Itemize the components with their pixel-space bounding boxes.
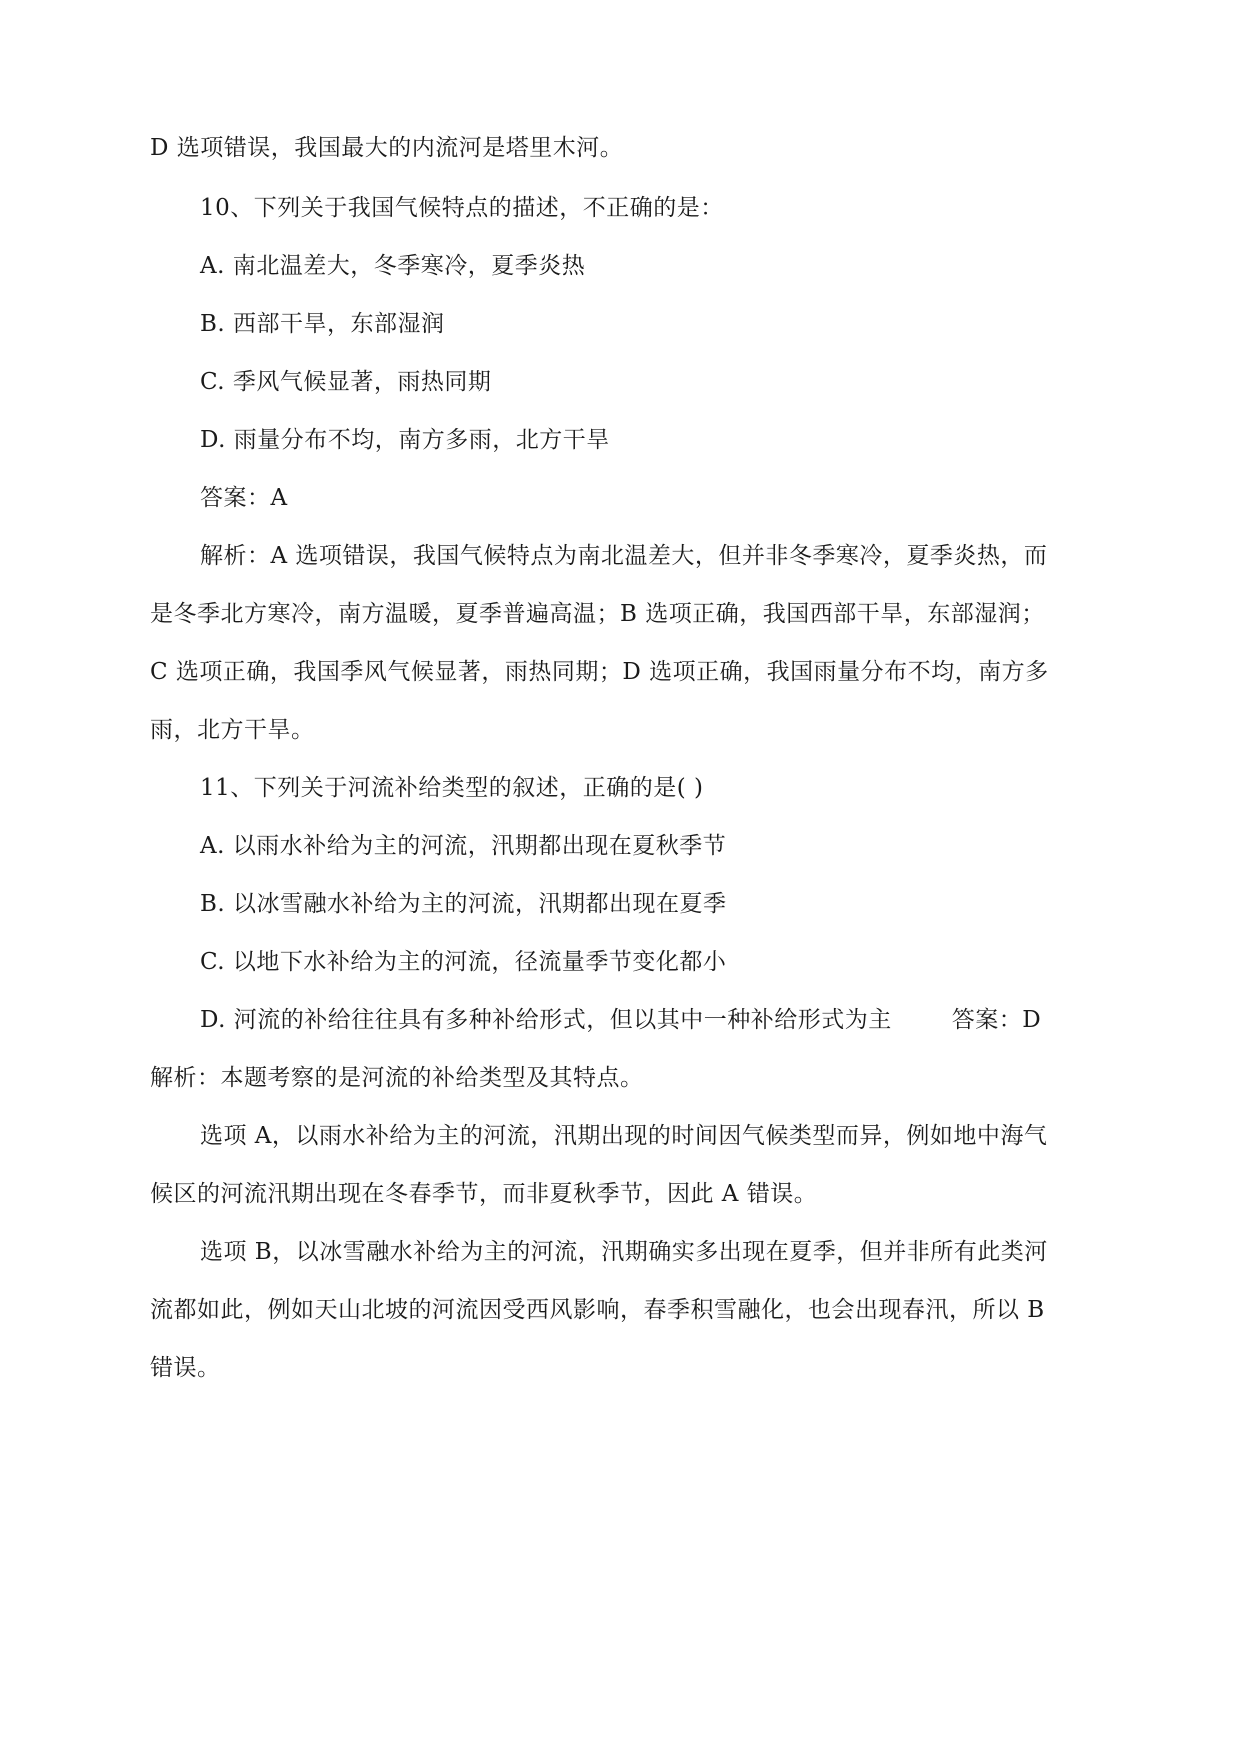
explanation-line: 错误。 xyxy=(150,1355,221,1381)
option-d: D. 雨量分布不均，南方多雨，北方干旱 xyxy=(200,427,610,453)
answer: 答案：A xyxy=(200,485,288,511)
option-c: C. 季风气候显著，雨热同期 xyxy=(200,369,492,395)
explanation-line: 选项 B，以冰雪融水补给为主的河流，汛期确实多出现在夏季，但并非所有此类河 xyxy=(200,1239,1048,1265)
explanation-line: 解析：A 选项错误，我国气候特点为南北温差大，但并非冬季寒冷，夏季炎热，而 xyxy=(200,543,1048,569)
question-11: 11、下列关于河流补给类型的叙述，正确的是( ) xyxy=(200,775,704,801)
option-a: A. 南北温差大，冬季寒冷，夏季炎热 xyxy=(200,253,586,279)
question-10: 10、下列关于我国气候特点的描述，不正确的是： xyxy=(200,195,724,221)
option-c: C. 以地下水补给为主的河流，径流量季节变化都小 xyxy=(200,949,727,975)
explanation-line: 解析：本题考察的是河流的补给类型及其特点。 xyxy=(150,1065,644,1091)
option-b: B. 以冰雪融水补给为主的河流，汛期都出现在夏季 xyxy=(200,891,727,917)
option-d: D. 河流的补给往往具有多种补给形式，但以其中一种补给形式为主 xyxy=(200,1007,892,1033)
explanation-line: 流都如此，例如天山北坡的河流因受西风影响，春季积雪融化，也会出现春汛，所以 B xyxy=(150,1297,1045,1323)
explanation-line: 候区的河流汛期出现在冬春季节，而非夏秋季节，因此 A 错误。 xyxy=(150,1181,818,1207)
option-d-with-answer xyxy=(200,1005,1110,1035)
text-line: D 选项错误，我国最大的内流河是塔里木河。 xyxy=(150,135,624,161)
explanation-line: 是冬季北方寒冷，南方温暖，夏季普遍高温；B 选项正确，我国西部干旱，东部湿润； xyxy=(150,601,1045,627)
explanation-line: 雨，北方干旱。 xyxy=(150,717,315,743)
option-b: B. 西部干旱，东部湿润 xyxy=(200,311,445,337)
answer: 答案：D xyxy=(951,1007,1042,1033)
explanation-line: 选项 A，以雨水补给为主的河流，汛期出现的时间因气候类型而异，例如地中海气 xyxy=(200,1123,1048,1149)
option-a: A. 以雨水补给为主的河流，汛期都出现在夏秋季节 xyxy=(200,833,727,859)
explanation-line: C 选项正确，我国季风气候显著，雨热同期；D 选项正确，我国雨量分布不均，南方多 xyxy=(150,659,1049,685)
